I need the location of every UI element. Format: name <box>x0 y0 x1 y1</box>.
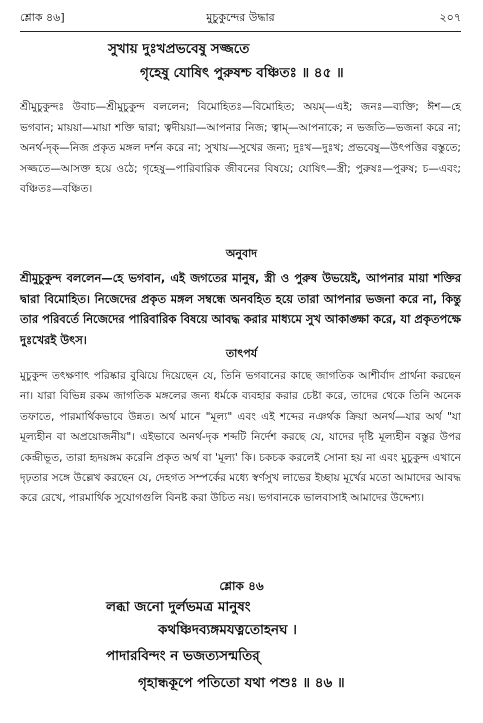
header-page-number: ২০৭ <box>439 11 461 24</box>
word-by-word-synonyms <box>20 97 461 200</box>
header-chapter-title: মুচুকুন্দের উদ্ধার <box>206 11 275 24</box>
word-by-word-text: শ্রীমুচুকুন্দঃ উবাচ—শ্রীমুচুকুন্দ বললেন; বিমোহিতঃ—বিমোহিত; অয়ম্—এই; জনঃ—ব্যক্তি; ঈশ—হে ভগবান; মায়য়া—মায়া শক্তি দ্বারা; ত্বদীয়য়া—আপনার নিজ; ত্বাম্—আপনাকে; ন ভজতি—ভজনা করে না; অনর্থ-দৃক্—নিজ প্রকৃত মঙ্গল দর্শন করে না; সুখায়—সুখের জন্য; দুঃখ—দুঃখ; প্রভবেষু—উৎপত্তির বস্তুতে; সজ্জতে—আসক্ত হয়ে ওঠে; গৃহেষু—পারিবারিক জীবনের বিষয়ে; যোষিৎ—স্ত্রী; পুরুষঃ—পুরুষ; চ—এবং; বঞ্চিতঃ—বঞ্চিত। <box>20 101 461 195</box>
purport-heading: তাৎপর্য <box>225 347 258 360</box>
running-header <box>20 8 461 28</box>
purport-text: মুচুকুন্দ তৎক্ষণাৎ পরিষ্কার বুঝিয়ে দিয়েছেন যে, তিনি ভগবানের কাছে জাগতিক আশীর্বাদ প্রার্থনা করছেন না। যারা বিভিন্ন রকম জাগতিক মঙ্গলের জন্য ধর্মকে ব্যবহার করার চেষ্টা করে, তাদের থেকে তিনি অনেক তফাতে, পারমার্থিকভাবে উন্নত। অর্থ মানে "মূল্য" এবং এই শব্দের নঞর্থক ক্রিয়া অনর্থ—যার অর্থ "যা মূল্যহীন বা অপ্রয়োজনীয়"। এইভাবে অনর্থ-দৃক শব্দটি নির্দেশ করছে যে, যাদের দৃষ্টি মূল্যহীন বস্তুর উপর কেন্দ্রীভূত, তারা হৃদয়ঙ্গম করেনি প্রকৃত অর্থ বা 'মূল্য' কি। চকচক করলেই সোনা হয় না এবং মুচুকুন্দ এখানে দৃঢ়তার সঙ্গে উল্লেখ করছেন যে, দেহগত সম্পর্কের মধ্যে স্বর্ণসুখ লাভের ইচ্ছায় মূর্খের মতো আমাদের আবদ্ধ করে রেখে, পারমার্থিক সুযোগগুলি বিনষ্ট করা উচিত নয়। ভগবানকে ভালবাসাই আমাদের উদ্দেশ্য। <box>20 370 461 505</box>
translation-text: শ্রীমুচুকুন্দ বললেন—হে ভগবান, এই জগতের মানুষ, স্ত্রী ও পুরুষ উভয়েই, আপনার মায়া শক্তির দ্বারা বিমোহিত। নিজেদের প্রকৃত মঙ্গল সম্বন্ধে অনবহিত হয়ে তারা আপনার ভজনা করে না, কিন্তু তার পরিবর্তে নিজেদের পারিবারিক বিষয়ে আবদ্ধ করার মাধ্যমে সুখ আকাঙ্ক্ষা করে, যা প্রকৃতপক্ষে দুঃখেরই উৎস। <box>20 271 461 347</box>
translation-heading: অনুবাদ <box>225 247 258 260</box>
verse-46-heading: শ্লোক ৪৬ <box>219 579 264 593</box>
verse-45-line-2: গৃহেষু যোষিৎ পুরুষশ্চ বঞ্চিতঃ ॥ ৪৫ ॥ <box>140 65 344 81</box>
verse-46-line-4: গৃহান্ধকূপে পতিতো যথা পশুঃ ॥ ৪৬ ॥ <box>138 675 345 691</box>
verse-45-line-1: সুখায় দুঃখপ্রভবেষু সজ্জতে <box>108 41 250 57</box>
header-rule <box>20 31 461 32</box>
verse-46-line-1: লব্ধা জনো দুর্লভমত্র মানুষং <box>106 599 251 615</box>
verse-46-line-3: পাদারবিন্দং ন ভজত্যসন্মতির্ <box>106 648 260 664</box>
translation-block <box>20 268 461 350</box>
purport-block <box>20 366 461 509</box>
verse-46-line-2: কথঞ্চিদব্যঙ্গমযত্নতোহনঘ । <box>158 622 297 638</box>
header-verse-ref: শ্লোক ৪৬] <box>20 11 65 24</box>
